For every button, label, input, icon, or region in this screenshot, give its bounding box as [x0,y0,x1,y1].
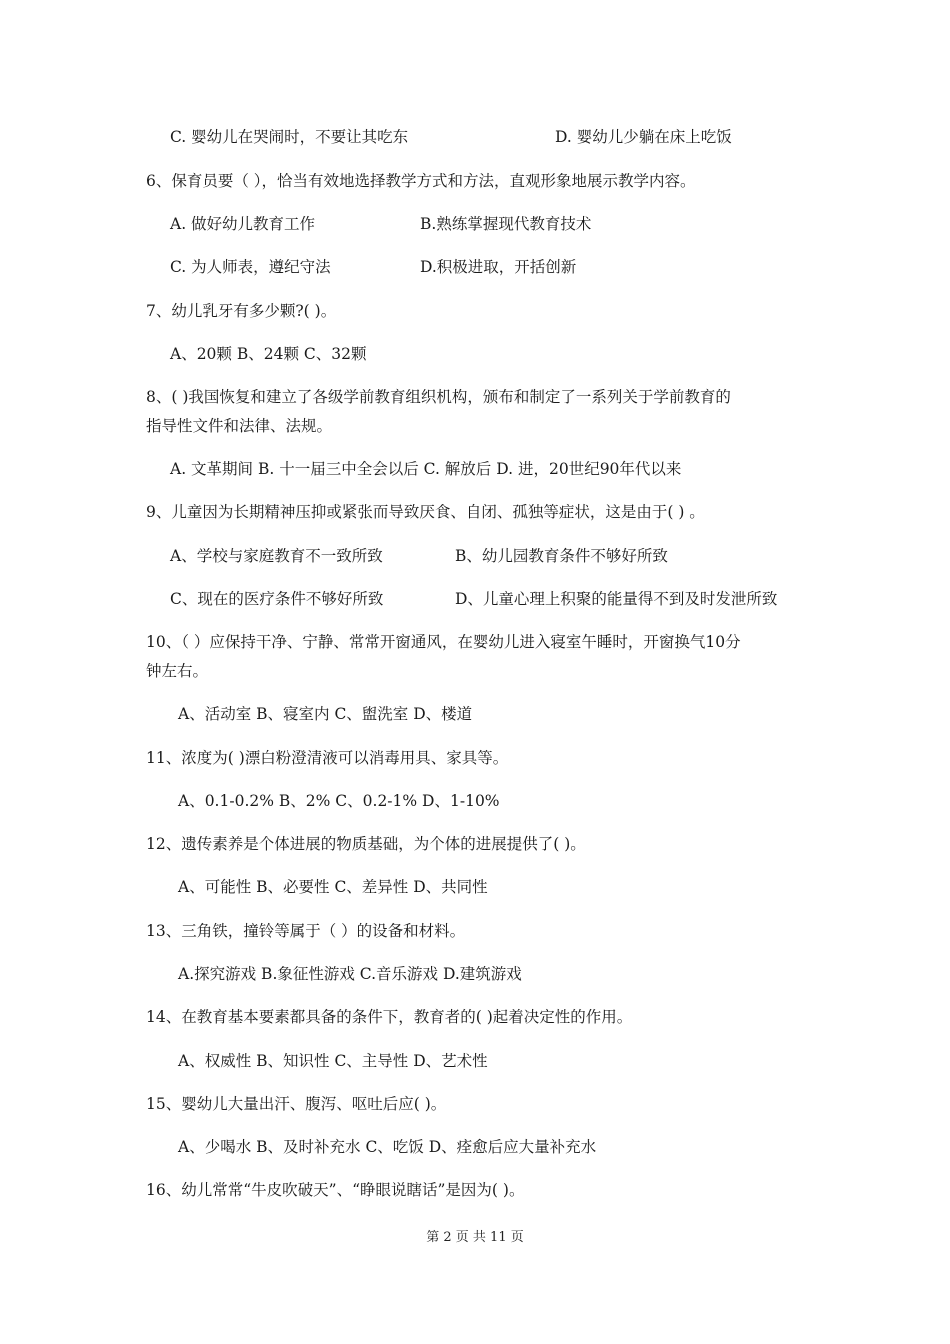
q11-options: A、0.1-0.2% B、2% C、0.2-1% D、1-10% [178,792,500,810]
q6-option-b: B.熟练掌握现代教育技术 [420,215,592,233]
q15-options: A、少喝水 B、及时补充水 C、吃饭 D、痊愈后应大量补充水 [178,1138,597,1156]
q8-options: A. 文革期间 B. 十一届三中全会以后 C. 解放后 D. 进，20世纪90年代以来 [170,460,682,478]
q7-stem: 7、幼儿乳牙有多少颗?( )。 [146,302,337,320]
q9-option-b: B、幼儿园教育条件不够好所致 [455,547,668,565]
q13-options: A.探究游戏 B.象征性游戏 C.音乐游戏 D.建筑游戏 [178,965,522,983]
q5-option-c: C. 婴幼儿在哭闹时，不要让其吃东 [170,128,409,146]
q9-option-a: A、学校与家庭教育不一致所致 [170,547,383,565]
q16-stem: 16、幼儿常常“牛皮吹破天”、“睁眼说瞎话”是因为( )。 [146,1181,525,1199]
q9-option-c: C、现在的医疗条件不够好所致 [170,590,384,608]
q9-option-d: D、儿童心理上积聚的能量得不到及时发泄所致 [455,590,778,608]
q12-options: A、可能性 B、必要性 C、差异性 D、共同性 [178,878,488,896]
page-number-footer: 第 2 页 共 11 页 [426,1230,524,1245]
q15-stem: 15、婴幼儿大量出汗、腹泻、呕吐后应( )。 [146,1095,447,1113]
q12-stem: 12、遗传素养是个体进展的物质基础，为个体的进展提供了( )。 [146,835,586,853]
q7-options: A、20颗 B、24颗 C、32颗 [170,345,367,363]
q13-stem: 13、三角铁，撞铃等属于（ ）的设备和材料。 [146,922,466,940]
q8-stem-line1: 8、( )我国恢复和建立了各级学前教育组织机构，颁布和制定了一系列关于学前教育的 [146,388,731,406]
q11-stem: 11、浓度为( )漂白粉澄清液可以消毒用具、家具等。 [146,749,509,767]
q5-option-d: D. 婴幼儿少躺在床上吃饭 [555,128,732,146]
q9-stem: 9、儿童因为长期精神压抑或紧张而导致厌食、自闭、孤独等症状，这是由于( ) 。 [146,503,705,521]
q6-option-a: A. 做好幼儿教育工作 [170,215,316,233]
q6-stem: 6、保育员要（ ），恰当有效地选择教学方式和方法，直观形象地展示教学内容。 [146,172,696,190]
q10-stem-line2: 钟左右。 [146,662,209,680]
q6-option-c: C. 为人师表，遵纪守法 [170,258,331,276]
q14-stem: 14、在教育基本要素都具备的条件下，教育者的( )起着决定性的作用。 [146,1008,633,1026]
q8-stem-line2: 指导性文件和法律、法规。 [146,417,333,435]
q10-options: A、活动室 B、寝室内 C、盥洗室 D、楼道 [178,705,473,723]
q14-options: A、权威性 B、知识性 C、主导性 D、艺术性 [178,1052,488,1070]
q10-stem-line1: 10、（ ）应保持干净、宁静、常常开窗通风，在婴幼儿进入寝室午睡时，开窗换气10分 [146,633,741,651]
q6-option-d: D.积极进取，开括创新 [420,258,577,276]
